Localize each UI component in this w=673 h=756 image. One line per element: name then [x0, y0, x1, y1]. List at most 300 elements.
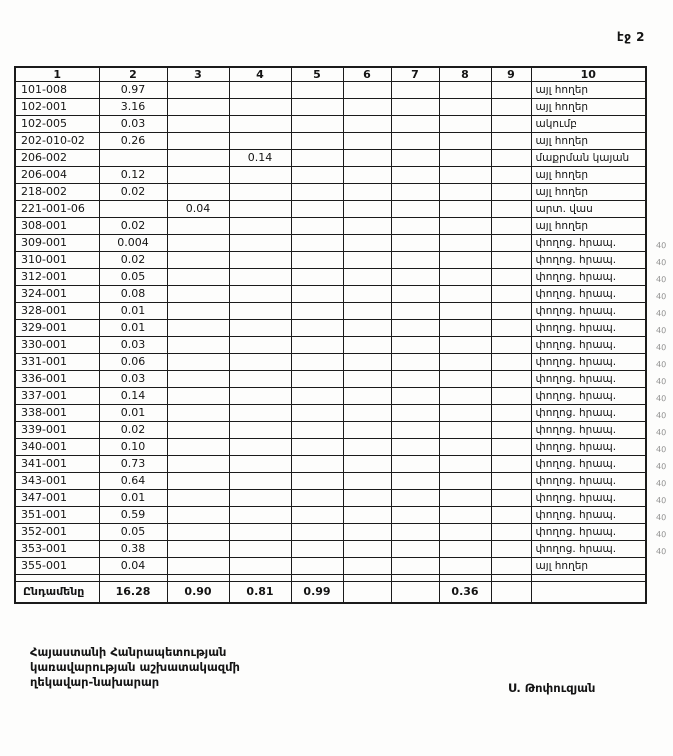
value-cell-4 [229, 235, 291, 252]
value-cell-2: 3.16 [99, 99, 167, 116]
land-type-cell: մաքրման կայան [531, 150, 646, 167]
value-cell-4 [229, 167, 291, 184]
margin-mark [647, 219, 673, 237]
value-cell-6 [343, 507, 391, 524]
margin-annotations [647, 66, 673, 577]
value-cell-4 [229, 371, 291, 388]
value-cell-2: 0.004 [99, 235, 167, 252]
value-cell-8 [439, 201, 491, 218]
code-cell: 328-001 [15, 303, 99, 320]
table-row [15, 269, 646, 286]
land-type-cell: այլ հողեր [531, 218, 646, 235]
value-cell-4 [229, 303, 291, 320]
value-cell-7 [391, 405, 439, 422]
value-cell-9 [491, 337, 531, 354]
total-row [15, 582, 646, 604]
value-cell-4 [229, 201, 291, 218]
value-cell-9 [491, 422, 531, 439]
code-cell: 206-002 [15, 150, 99, 167]
value-cell-7 [391, 303, 439, 320]
code-cell: 101-008 [15, 82, 99, 99]
code-cell: 338-001 [15, 405, 99, 422]
value-cell-3 [167, 150, 229, 167]
margin-mark [647, 117, 673, 135]
margin-mark [647, 134, 673, 152]
column-header: 2 [99, 67, 167, 82]
land-type-cell: այլ հողեր [531, 167, 646, 184]
table-row [15, 235, 646, 252]
value-cell-3 [167, 422, 229, 439]
signature-name: Ս. Թոփուզյան [508, 681, 596, 695]
value-cell-3 [167, 524, 229, 541]
value-cell-5 [291, 286, 343, 303]
value-cell-3 [167, 558, 229, 575]
column-header: 4 [229, 67, 291, 82]
value-cell-2: 0.97 [99, 82, 167, 99]
value-cell-7 [391, 201, 439, 218]
value-cell-3 [167, 303, 229, 320]
value-cell-8 [439, 218, 491, 235]
value-cell-3 [167, 337, 229, 354]
value-cell-2: 0.02 [99, 422, 167, 439]
value-cell-2: 0.03 [99, 337, 167, 354]
value-cell-6 [343, 235, 391, 252]
land-type-cell: փողոց. հրապ. [531, 490, 646, 507]
value-cell-4 [229, 405, 291, 422]
code-cell: 312-001 [15, 269, 99, 286]
value-cell-7 [391, 116, 439, 133]
code-cell: 309-001 [15, 235, 99, 252]
value-cell-6 [343, 116, 391, 133]
margin-mark: 40 [655, 495, 667, 506]
margin-mark: 40 [655, 444, 667, 455]
land-type-cell: ակումբ [531, 116, 646, 133]
value-cell-3 [167, 507, 229, 524]
margin-mark [647, 559, 673, 577]
code-cell: 337-001 [15, 388, 99, 405]
table-row [15, 252, 646, 269]
value-cell-6 [343, 286, 391, 303]
value-cell-5 [291, 354, 343, 371]
value-cell-5 [291, 133, 343, 150]
value-cell-6 [343, 541, 391, 558]
value-cell-8 [439, 116, 491, 133]
column-header: 8 [439, 67, 491, 82]
value-cell-7 [391, 524, 439, 541]
total-cell-9 [491, 582, 531, 604]
column-header: 3 [167, 67, 229, 82]
value-cell-9 [491, 371, 531, 388]
value-cell-4 [229, 524, 291, 541]
value-cell-9 [491, 150, 531, 167]
value-cell-5 [291, 558, 343, 575]
code-cell: 202-010-02 [15, 133, 99, 150]
value-cell-2 [99, 150, 167, 167]
value-cell-7 [391, 133, 439, 150]
code-cell: 351-001 [15, 507, 99, 524]
value-cell-8 [439, 269, 491, 286]
value-cell-2: 0.14 [99, 388, 167, 405]
value-cell-6 [343, 558, 391, 575]
value-cell-9 [491, 82, 531, 99]
table-row [15, 405, 646, 422]
table-row [15, 286, 646, 303]
margin-mark: 40 [655, 291, 667, 302]
margin-mark: 40 [655, 546, 667, 557]
code-cell: 347-001 [15, 490, 99, 507]
table-row [15, 371, 646, 388]
land-type-cell: փողոց. հրապ. [531, 456, 646, 473]
value-cell-7 [391, 473, 439, 490]
value-cell-9 [491, 303, 531, 320]
value-cell-7 [391, 286, 439, 303]
table-footer [15, 575, 646, 604]
value-cell-5 [291, 405, 343, 422]
table-row [15, 490, 646, 507]
spacer-row [15, 575, 646, 582]
value-cell-9 [491, 558, 531, 575]
spacer-cell [531, 575, 646, 582]
value-cell-4 [229, 388, 291, 405]
value-cell-5 [291, 269, 343, 286]
value-cell-8 [439, 337, 491, 354]
value-cell-6 [343, 354, 391, 371]
margin-mark: 40 [655, 376, 667, 387]
land-type-cell: արտ. վաս [531, 201, 646, 218]
value-cell-7 [391, 558, 439, 575]
value-cell-3 [167, 541, 229, 558]
margin-mark [647, 83, 673, 101]
value-cell-2: 0.05 [99, 524, 167, 541]
value-cell-9 [491, 286, 531, 303]
table-row [15, 218, 646, 235]
value-cell-9 [491, 218, 531, 235]
value-cell-2: 0.03 [99, 371, 167, 388]
margin-mark [647, 151, 673, 169]
margin-mark: 40 [655, 478, 667, 489]
value-cell-5 [291, 473, 343, 490]
value-cell-5 [291, 507, 343, 524]
value-cell-9 [491, 456, 531, 473]
value-cell-7 [391, 439, 439, 456]
value-cell-3 [167, 490, 229, 507]
value-cell-9 [491, 507, 531, 524]
value-cell-7 [391, 422, 439, 439]
table-header [15, 67, 646, 82]
value-cell-5 [291, 371, 343, 388]
spacer-cell [391, 575, 439, 582]
margin-mark [647, 185, 673, 203]
table-row [15, 524, 646, 541]
code-cell: 308-001 [15, 218, 99, 235]
land-type-cell: այլ հողեր [531, 82, 646, 99]
table-row [15, 422, 646, 439]
value-cell-6 [343, 150, 391, 167]
column-header: 10 [531, 67, 646, 82]
value-cell-9 [491, 541, 531, 558]
value-cell-3 [167, 371, 229, 388]
value-cell-9 [491, 388, 531, 405]
land-type-cell: այլ հողեր [531, 133, 646, 150]
value-cell-4 [229, 422, 291, 439]
value-cell-6 [343, 99, 391, 116]
value-cell-7 [391, 167, 439, 184]
value-cell-5 [291, 422, 343, 439]
total-cell-8: 0.36 [439, 582, 491, 604]
value-cell-4 [229, 116, 291, 133]
value-cell-8 [439, 320, 491, 337]
value-cell-5 [291, 541, 343, 558]
land-type-cell: փողոց. հրապ. [531, 371, 646, 388]
value-cell-6 [343, 439, 391, 456]
value-cell-8 [439, 422, 491, 439]
value-cell-9 [491, 252, 531, 269]
value-cell-2: 0.10 [99, 439, 167, 456]
land-type-cell: փողոց. հրապ. [531, 541, 646, 558]
value-cell-5 [291, 439, 343, 456]
issuer-line-1: Հայաստանի Հանրապետության [30, 645, 227, 659]
value-cell-4 [229, 286, 291, 303]
value-cell-4 [229, 354, 291, 371]
value-cell-4 [229, 269, 291, 286]
margin-mark: 40 [655, 393, 667, 404]
value-cell-4: 0.14 [229, 150, 291, 167]
value-cell-6 [343, 456, 391, 473]
value-cell-5 [291, 218, 343, 235]
value-cell-3 [167, 473, 229, 490]
value-cell-5 [291, 235, 343, 252]
code-cell: 218-002 [15, 184, 99, 201]
land-type-cell: փողոց. հրապ. [531, 388, 646, 405]
total-label-cell: Ընդամենը [15, 582, 99, 604]
value-cell-8 [439, 371, 491, 388]
header-row [15, 67, 646, 82]
value-cell-7 [391, 218, 439, 235]
value-cell-8 [439, 150, 491, 167]
value-cell-5 [291, 456, 343, 473]
value-cell-3 [167, 184, 229, 201]
value-cell-4 [229, 507, 291, 524]
table-row [15, 507, 646, 524]
value-cell-3: 0.04 [167, 201, 229, 218]
spacer-cell [491, 575, 531, 582]
value-cell-9 [491, 235, 531, 252]
margin-mark [647, 202, 673, 220]
total-cell-2: 16.28 [99, 582, 167, 604]
value-cell-6 [343, 490, 391, 507]
margin-mark: 40 [655, 512, 667, 523]
value-cell-3 [167, 252, 229, 269]
value-cell-6 [343, 167, 391, 184]
table-row [15, 133, 646, 150]
table-row [15, 337, 646, 354]
value-cell-9 [491, 116, 531, 133]
land-type-cell: փողոց. հրապ. [531, 422, 646, 439]
value-cell-2: 0.01 [99, 320, 167, 337]
table-row [15, 456, 646, 473]
spacer-cell [439, 575, 491, 582]
value-cell-4 [229, 320, 291, 337]
code-cell: 336-001 [15, 371, 99, 388]
value-cell-3 [167, 218, 229, 235]
code-cell: 343-001 [15, 473, 99, 490]
value-cell-3 [167, 439, 229, 456]
land-type-cell: փողոց. հրապ. [531, 252, 646, 269]
margin-mark [647, 168, 673, 186]
value-cell-5 [291, 201, 343, 218]
land-type-cell: փողոց. հրապ. [531, 320, 646, 337]
column-header: 1 [15, 67, 99, 82]
margin-mark: 40 [655, 257, 667, 268]
land-type-cell: փողոց. հրապ. [531, 524, 646, 541]
value-cell-4 [229, 218, 291, 235]
code-cell: 329-001 [15, 320, 99, 337]
value-cell-2: 0.08 [99, 286, 167, 303]
total-cell-10 [531, 582, 646, 604]
value-cell-4 [229, 184, 291, 201]
code-cell: 355-001 [15, 558, 99, 575]
table-body [15, 82, 646, 575]
value-cell-2: 0.01 [99, 303, 167, 320]
value-cell-3 [167, 456, 229, 473]
value-cell-9 [491, 354, 531, 371]
value-cell-7 [391, 371, 439, 388]
total-cell-5: 0.99 [291, 582, 343, 604]
table-row [15, 303, 646, 320]
land-type-cell: այլ հողեր [531, 558, 646, 575]
value-cell-9 [491, 473, 531, 490]
value-cell-8 [439, 82, 491, 99]
value-cell-2: 0.04 [99, 558, 167, 575]
value-cell-3 [167, 320, 229, 337]
value-cell-2: 0.59 [99, 507, 167, 524]
value-cell-8 [439, 99, 491, 116]
value-cell-8 [439, 473, 491, 490]
value-cell-6 [343, 269, 391, 286]
column-header: 9 [491, 67, 531, 82]
value-cell-2: 0.38 [99, 541, 167, 558]
value-cell-9 [491, 184, 531, 201]
value-cell-6 [343, 371, 391, 388]
value-cell-4 [229, 473, 291, 490]
value-cell-8 [439, 541, 491, 558]
page-number: էջ 2 [616, 30, 645, 44]
land-type-cell: փողոց. հրապ. [531, 269, 646, 286]
table-row [15, 439, 646, 456]
value-cell-3 [167, 405, 229, 422]
spacer-cell [229, 575, 291, 582]
code-cell: 324-001 [15, 286, 99, 303]
value-cell-8 [439, 184, 491, 201]
value-cell-2 [99, 201, 167, 218]
value-cell-2: 0.05 [99, 269, 167, 286]
value-cell-7 [391, 456, 439, 473]
table-row [15, 116, 646, 133]
value-cell-6 [343, 320, 391, 337]
code-cell: 331-001 [15, 354, 99, 371]
value-cell-3 [167, 99, 229, 116]
value-cell-7 [391, 150, 439, 167]
value-cell-9 [491, 167, 531, 184]
value-cell-7 [391, 252, 439, 269]
table-row [15, 82, 646, 99]
value-cell-3 [167, 388, 229, 405]
value-cell-5 [291, 99, 343, 116]
value-cell-5 [291, 490, 343, 507]
issuer-line-3: ղեկավար-նախարար [30, 675, 160, 689]
value-cell-5 [291, 337, 343, 354]
value-cell-6 [343, 133, 391, 150]
value-cell-6 [343, 201, 391, 218]
code-cell: 102-001 [15, 99, 99, 116]
table-row [15, 184, 646, 201]
land-type-cell: փողոց. հրապ. [531, 473, 646, 490]
value-cell-4 [229, 252, 291, 269]
table-row [15, 558, 646, 575]
value-cell-5 [291, 388, 343, 405]
value-cell-4 [229, 99, 291, 116]
table-zone [14, 66, 673, 604]
total-cell-7 [391, 582, 439, 604]
value-cell-8 [439, 286, 491, 303]
value-cell-5 [291, 82, 343, 99]
value-cell-9 [491, 490, 531, 507]
value-cell-4 [229, 133, 291, 150]
land-type-cell: այլ հողեր [531, 184, 646, 201]
margin-mark: 40 [655, 274, 667, 285]
code-cell: 341-001 [15, 456, 99, 473]
code-cell: 352-001 [15, 524, 99, 541]
value-cell-2: 0.02 [99, 252, 167, 269]
table-row [15, 320, 646, 337]
total-cell-6 [343, 582, 391, 604]
value-cell-6 [343, 473, 391, 490]
code-cell: 102-005 [15, 116, 99, 133]
value-cell-6 [343, 303, 391, 320]
value-cell-2: 0.06 [99, 354, 167, 371]
value-cell-6 [343, 337, 391, 354]
table-row [15, 354, 646, 371]
value-cell-4 [229, 456, 291, 473]
value-cell-7 [391, 82, 439, 99]
value-cell-5 [291, 303, 343, 320]
value-cell-7 [391, 337, 439, 354]
value-cell-3 [167, 354, 229, 371]
value-cell-5 [291, 116, 343, 133]
value-cell-4 [229, 337, 291, 354]
table-row [15, 541, 646, 558]
spacer-cell [167, 575, 229, 582]
value-cell-9 [491, 201, 531, 218]
value-cell-2: 0.73 [99, 456, 167, 473]
value-cell-4 [229, 82, 291, 99]
value-cell-3 [167, 167, 229, 184]
value-cell-9 [491, 99, 531, 116]
value-cell-8 [439, 167, 491, 184]
table-row [15, 473, 646, 490]
code-cell: 339-001 [15, 422, 99, 439]
value-cell-7 [391, 541, 439, 558]
table-row [15, 99, 646, 116]
margin-mark [647, 100, 673, 118]
value-cell-7 [391, 184, 439, 201]
value-cell-7 [391, 354, 439, 371]
margin-mark: 40 [655, 461, 667, 472]
value-cell-9 [491, 133, 531, 150]
value-cell-6 [343, 184, 391, 201]
value-cell-8 [439, 133, 491, 150]
margin-mark: 40 [655, 240, 667, 251]
